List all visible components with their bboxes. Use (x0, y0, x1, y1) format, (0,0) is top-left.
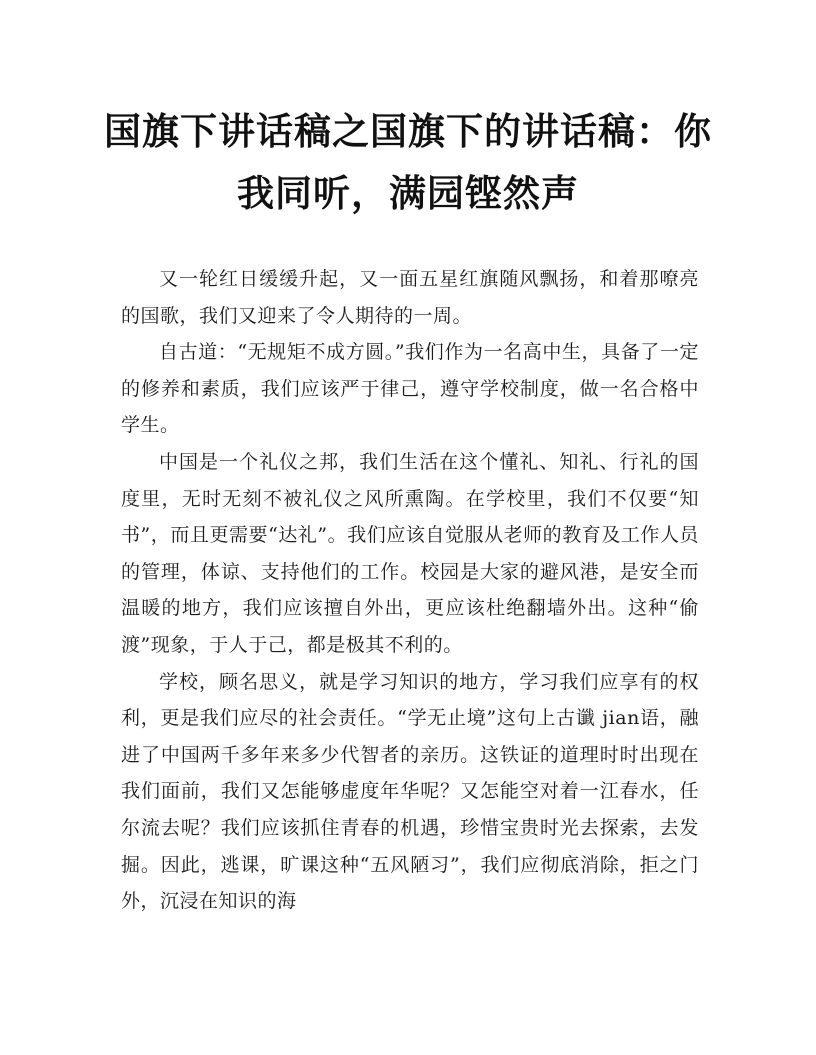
document-title: 国旗下讲话稿之国旗下的讲话稿：你我同听，满园铿然声 (104, 109, 712, 215)
document-body (121, 261, 699, 920)
paragraph-3: 中国是一个礼仪之邦，我们生活在这个懂礼、知礼、行礼的国度里，无时无刻不被礼仪之风所熏陶。在学校里，我们不仅要“知书”，而且更需要“达礼”。我们应该自觉服从老师的教育及工作人员的管理，体谅、支持他们的工作。校园是大家的避风港，是安全而温暖的地方，我们应该擅自外出，更应该杜绝翻墙外出。这种“偷渡”现象，于人于己，都是极其不利的。 (121, 450, 699, 656)
paragraph-4: 学校，顾名思义，就是学习知识的地方，学习我们应享有的权利，更是我们应尽的社会责任。“学无止境”这句上古谶 jian语，融进了中国两千多年来多少代智者的亲历。这铁证的道理时时出现在我们面前，我们又怎能够虚度年华呢？又怎能空对着一江春水，任尔流去呢？我们应该抓住青春的机遇，珍惜宝贵时光去探索，去发掘。因此，逃课，旷课这种“五风陋习”，我们应彻底消除，拒之门外，沉浸在知识的海 (121, 670, 699, 913)
paragraph-1: 又一轮红日缓缓升起，又一面五星红旗随风飘扬，和着那嘹亮的国歌，我们又迎来了令人期待的一周。 (121, 268, 699, 327)
paragraph-2: 自古道：“无规矩不成方圆。”我们作为一名高中生，具备了一定的修养和素质，我们应该严于律己，遵守学校制度，做一名合格中学生。 (121, 341, 699, 437)
